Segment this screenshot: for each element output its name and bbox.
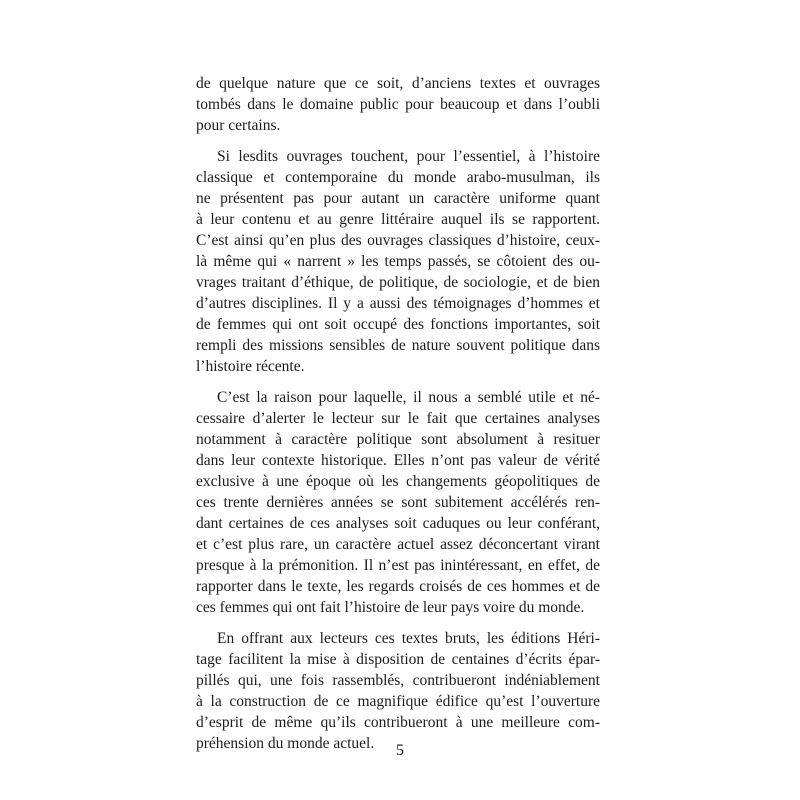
text-line: En offrant aux lecteurs ces textes bruts, les éditions Héri- [217, 630, 600, 647]
text-line: tage facilitent la mise à disposition de centaines d’écrits épar- [196, 651, 600, 668]
text-line: de quelque nature que ce soit, d’anciens textes et ouvrages [196, 75, 600, 92]
text-line: presque à la prémonition. Il n’est pas inintéressant, en effet, de [196, 557, 600, 574]
text-line: pour certains. [196, 117, 281, 134]
text-line: là même qui « narrent » les temps passés, se côtoient des ou- [196, 253, 600, 270]
text-line: à leur contenu et au genre littéraire auquel ils se rapportent. [196, 211, 600, 228]
text-line: préhension du monde actuel. [196, 735, 375, 752]
text-line: de femmes qui ont soit occupé des fonctions importantes, soit [196, 316, 600, 333]
text-line: cessaire d’alerter le lecteur sur le fait que certaines analyses [196, 410, 600, 427]
text-line: dant certaines de ces analyses soit caduques ou leur conférant, [196, 515, 600, 532]
text-line: ces trente dernières années se sont subitement accélérés ren- [196, 494, 600, 511]
text-line: tombés dans le domaine public pour beaucoup et dans l’oubli [196, 96, 600, 113]
text-line: exclusive à une époque où les changements géopolitiques de [196, 473, 600, 490]
paragraph-1 [196, 73, 600, 136]
text-line: rapporter dans le texte, les regards croisés de ces hommes et de [196, 578, 600, 595]
page-number: 5 [396, 742, 404, 759]
text-line: dans leur contexte historique. Elles n’ont pas valeur de vérité [196, 452, 600, 469]
text-line: classique et contemporaine du monde arabo-musulman, ils [196, 169, 600, 186]
paragraph-2 [196, 146, 600, 377]
text-line: et c’est plus rare, un caractère actuel assez déconcertant virant [196, 536, 600, 553]
text-line: ne présentent pas pour autant un caractère uniforme quant [196, 190, 600, 207]
body-text [196, 73, 600, 764]
paragraph-4 [196, 628, 600, 754]
text-line: pillés qui, une fois rassemblés, contribueront indéniablement [196, 672, 600, 689]
text-line: C’est ainsi qu’en plus des ouvrages classiques d’histoire, ceux- [196, 232, 600, 249]
text-line: rempli des missions sensibles de nature souvent politique dans [196, 337, 600, 354]
text-line: ces femmes qui ont fait l’histoire de leur pays voire du monde. [196, 599, 585, 616]
text-line: l’histoire récente. [196, 358, 305, 375]
text-line: C’est la raison pour laquelle, il nous a semblé utile et né- [217, 389, 600, 406]
text-line: à la construction de ce magnifique édifice qu’est l’ouverture [196, 693, 600, 710]
text-line: d’autres disciplines. Il y a aussi des témoignages d’hommes et [196, 295, 600, 312]
paragraph-3 [196, 387, 600, 618]
text-line: Si lesdits ouvrages touchent, pour l’essentiel, à l’histoire [217, 148, 600, 165]
text-line: notamment à caractère politique sont absolument à resituer [196, 431, 600, 448]
text-line: vrages traitant d’éthique, de politique, de sociologie, et de bien [196, 274, 600, 291]
text-line: d’esprit de même qu’ils contribueront à une meilleure com- [196, 714, 600, 731]
